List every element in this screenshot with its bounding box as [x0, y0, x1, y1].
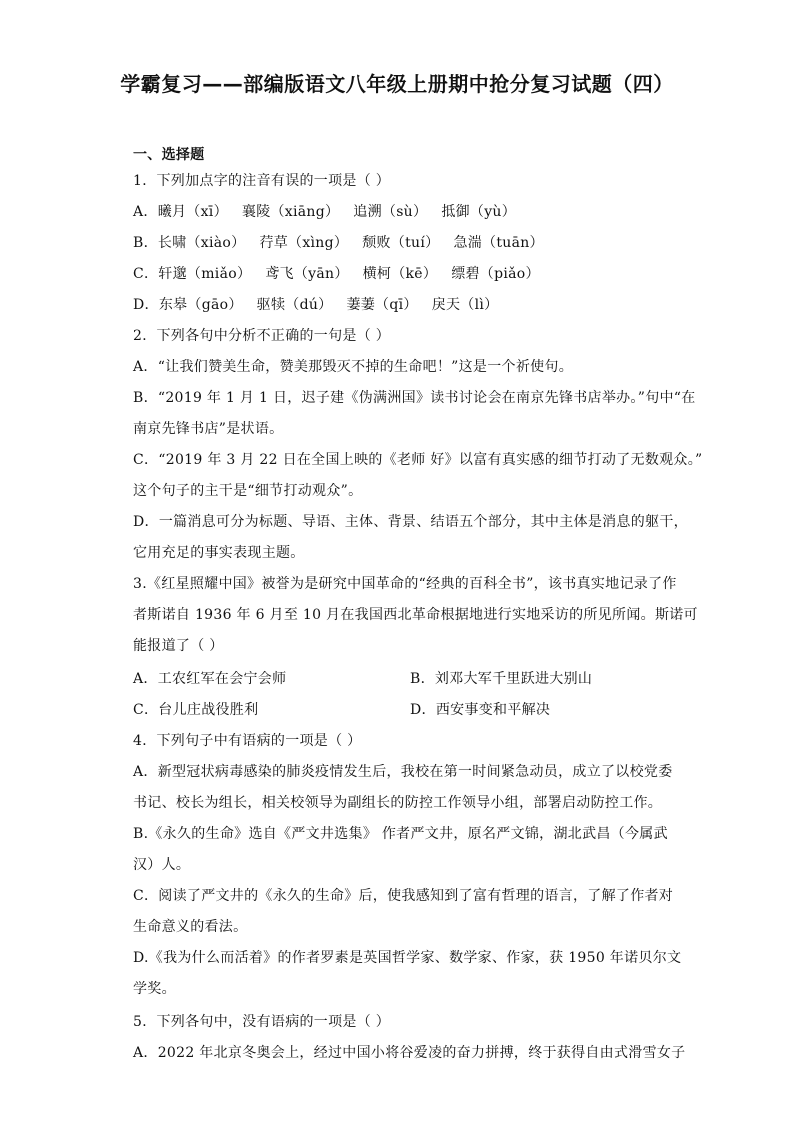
q4-stem: 4．下列句子中有语病的一项是（ ）: [133, 733, 362, 749]
q3-option-d: D．西安事变和平解决: [410, 702, 551, 718]
q1-stem: 1．下列加点字的注音有误的一项是（ ）: [133, 173, 391, 189]
q4-option-c-line2: 生命意义的看法。: [133, 919, 248, 935]
q3-stem-line2: 者斯诺自 1936 年 6 月至 10 月在我国西北革命根据地进行实地采访的所见所闻。斯诺可: [133, 607, 698, 623]
q3-option-b: B．刘邓大军千里跃进大别山: [410, 671, 593, 687]
page-title: 学霸复习——部编版语文八年级上册期中抢分复习试题（四）: [120, 72, 674, 96]
q4-option-c-line1: C．阅读了严文井的《永久的生命》后，使我感知到了富有哲理的语言，了解了作者对: [133, 888, 674, 904]
q3-stem-line1: 3.《红星照耀中国》被誉为是研究中国革命的“经典的百科全书”，该书真实地记录了作: [133, 576, 677, 592]
q1-option-d: D．东皋（gāo） 驱犊（dú） 萋萋（qī） 戾天（lì）: [133, 297, 499, 313]
q4-option-a-line1: A．新型冠状病毒感染的肺炎疫情发生后，我校在第一时间紧急动员，成立了以校党委: [133, 764, 673, 780]
section-heading: 一、选择题: [133, 147, 205, 163]
q3-option-c: C．台儿庄战役胜利: [133, 702, 259, 718]
q5-stem: 5．下列各句中，没有语病的一项是（ ）: [133, 1014, 391, 1030]
q1-option-a: A．曦月（xī） 襄陵（xiāng） 追溯（sù） 抵御（yù）: [133, 204, 517, 220]
q4-option-a-line2: 书记、校长为组长，相关校领导为副组长的防控工作领导小组，部署启动防控工作。: [133, 795, 663, 811]
q2-option-c-line1: C．“2019 年 3 月 22 日在全国上映的《老师 好》以富有真实感的细节打动了无数观众。”: [133, 452, 703, 468]
q4-option-b-line2: 汉）人。: [133, 857, 191, 873]
q5-option-a-line1: A．2022 年北京冬奥会上，经过中国小将谷爱凌的奋力拼搏，终于获得自由式滑雪女子: [133, 1045, 686, 1061]
q3-option-a: A．工农红军在会宁会师: [133, 671, 287, 687]
q4-option-d-line2: 学奖。: [133, 981, 176, 997]
q2-option-d-line1: D．一篇消息可分为标题、导语、主体、背景、结语五个部分，其中主体是消息的躯干，: [133, 514, 688, 530]
q2-option-d-line2: 它用充足的事实表现主题。: [133, 545, 305, 561]
q1-option-b: B．长啸（xiào） 荇草（xìng） 颓败（tuí） 急湍（tuān）: [133, 235, 544, 251]
q2-option-b-line1: B．“2019 年 1 月 1 日，迟子建《伪满洲国》读书讨论会在南京先锋书店举办。”句中“在: [133, 390, 696, 406]
q4-option-b-line1: B.《永久的生命》选自《严文井选集》 作者严文井，原名严文锦，湖北武昌（今属武: [133, 826, 668, 842]
q3-stem-line3: 能报道了（ ）: [133, 638, 224, 654]
q4-option-d-line1: D.《我为什么而活着》的作者罗素是英国哲学家、数学家、作家，获 1950 年诺贝尔文: [133, 950, 682, 966]
q1-option-c: C．轩邈（miǎo） 鸢飞（yān） 横柯（kē） 缥碧（piǎo）: [133, 266, 540, 282]
q2-option-c-line2: 这个句子的主干是“细节打动观众”。: [133, 483, 363, 499]
q2-option-b-line2: 南京先锋书店”是状语。: [133, 421, 284, 437]
q2-stem: 2．下列各句中分析不正确的一句是（ ）: [133, 328, 391, 344]
q2-option-a: A．“让我们赞美生命，赞美那毁灭不掉的生命吧！”这是一个祈使句。: [133, 359, 574, 375]
